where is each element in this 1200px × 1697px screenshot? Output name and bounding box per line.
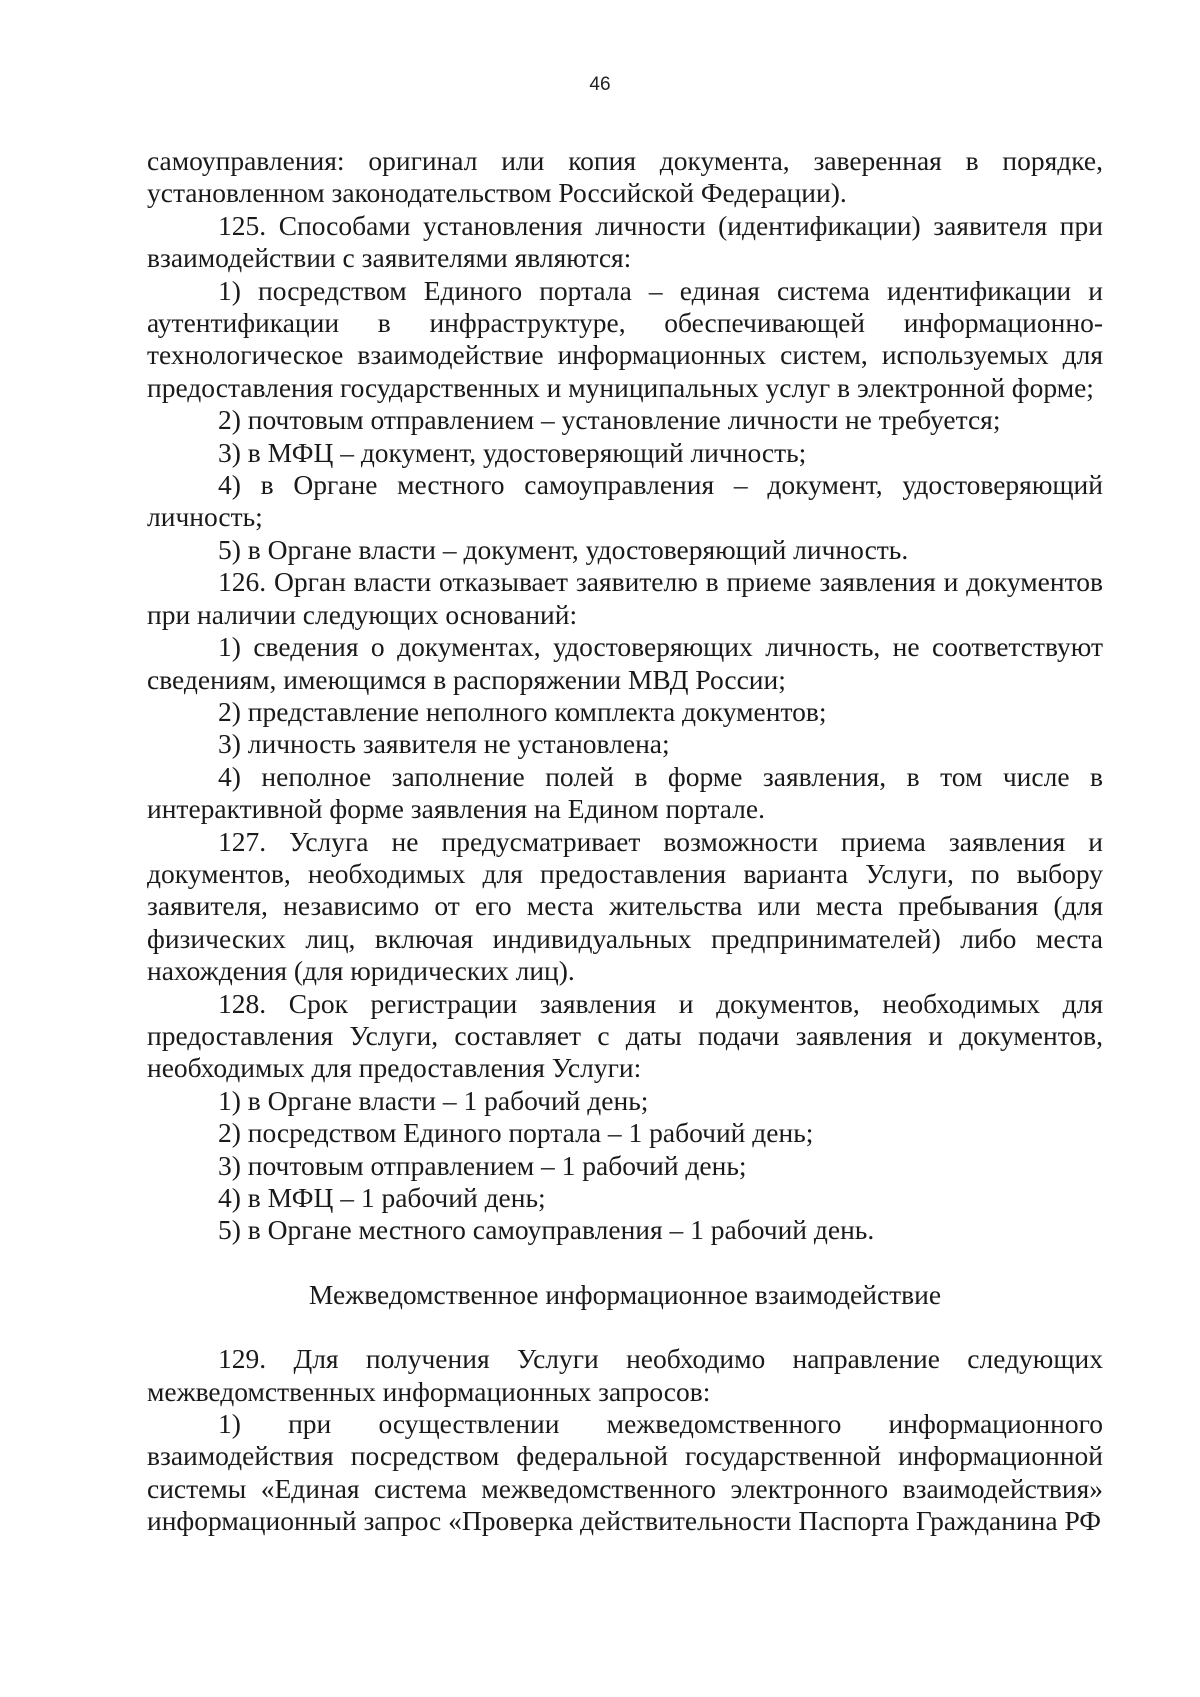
paragraph: 129. Для получения Услуги необходимо направление следующих межведомственных информационных запросов:: [147, 1343, 1103, 1407]
paragraph: 1) сведения о документах, удостоверяющих личность, не соответствуют сведениям, имеющимся в распоряжении МВД России;: [147, 631, 1103, 695]
paragraph: 5) в Органе местного самоуправления – 1 рабочий день.: [218, 1214, 875, 1246]
paragraph: 1) посредством Единого портала – единая система идентификации и аутентификации в инфраструктуре, обеспечивающей информационно-технологическое взаимодействие информационных систем, используемых для предоставления государственных и муниципальных услуг в электронной форме;: [147, 274, 1103, 403]
paragraph: 126. Орган власти отказывает заявителю в приеме заявления и документов при наличии следующих оснований:: [147, 566, 1103, 630]
paragraph: 3) почтовым отправлением – 1 рабочий день;: [218, 1149, 747, 1181]
paragraph: 125. Способами установления личности (идентификации) заявителя при взаимодействии с заявителями являются:: [147, 209, 1103, 274]
paragraph: 1) в Органе власти – 1 рабочий день;: [218, 1084, 649, 1116]
paragraph: 127. Услуга не предусматривает возможности приема заявления и документов, необходимых для предоставления варианта Услуги, по выбору заявителя, независимо от его места жительства или места пребывания (для физических лиц, включая индивидуальных предпринимателей) либо места нахождения (для юридических лиц).: [147, 825, 1103, 987]
paragraph: 4) в МФЦ – 1 рабочий день;: [218, 1182, 546, 1213]
section-title: Межведомственное информационное взаимодействие: [308, 1278, 942, 1310]
paragraph: 128. Срок регистрации заявления и документов, необходимых для предоставления Услуги, составляет с даты подачи заявления и документов, необходимых для предоставления Услуги:: [147, 987, 1103, 1084]
paragraph: 1) при осуществлении межведомственного информационного взаимодействия посредством федеральной государственной информационной системы «Единая система межведомственного электронного взаимодействия» информационный запрос «Проверка действительности Паспорта Гражданина РФ: [147, 1408, 1103, 1537]
page-number: 46: [589, 74, 611, 95]
document-body: [147, 145, 1103, 1538]
paragraph: 5) в Органе власти – документ, удостоверяющий личность.: [218, 533, 909, 565]
paragraph: 3) в МФЦ – документ, удостоверяющий личность;: [218, 436, 807, 468]
paragraph: 4) неполное заполнение полей в форме заявления, в том числе в интерактивной форме заявления на Едином портале.: [147, 760, 1103, 825]
paragraph: 4) в Органе местного самоуправления – документ, удостоверяющий личность;: [147, 469, 1103, 533]
paragraph: 2) представление неполного комплекта документов;: [218, 695, 827, 727]
paragraph: самоуправления: оригинал или копия документа, заверенная в порядке, установленном законодательством Российской Федерации).: [147, 145, 1103, 209]
paragraphs-before-section: [147, 145, 1103, 1247]
paragraph: 2) посредством Единого портала – 1 рабочий день;: [218, 1117, 814, 1149]
paragraph: 2) почтовым отправлением – установление личности не требуется;: [218, 404, 1001, 436]
paragraph: 3) личность заявителя не установлена;: [218, 728, 670, 760]
paragraphs-after-section: [147, 1343, 1103, 1537]
